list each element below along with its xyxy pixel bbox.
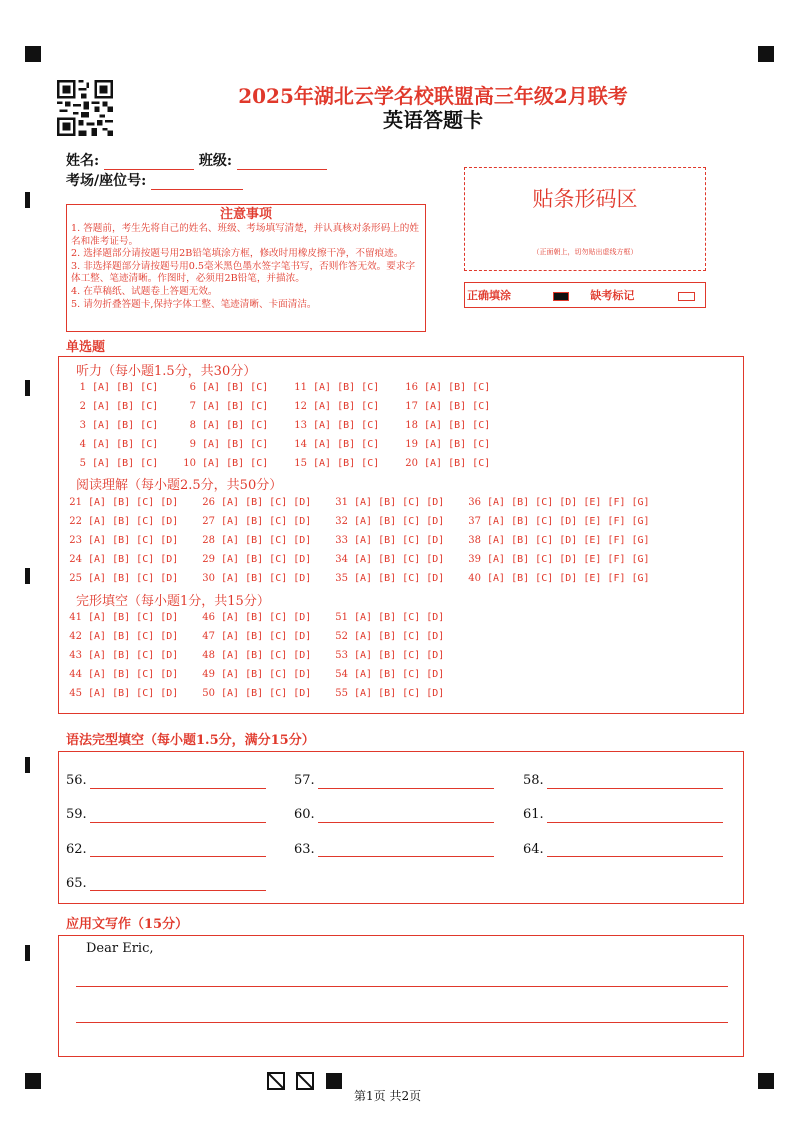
question-number: 38 bbox=[468, 535, 481, 546]
registration-mark bbox=[758, 1073, 774, 1089]
grammar-question-number: 59. bbox=[66, 807, 87, 822]
page-marker-box bbox=[267, 1072, 285, 1090]
mcq-question[interactable] bbox=[330, 554, 444, 565]
answer-options[interactable]: [A] [B] [C] [D] bbox=[82, 650, 179, 661]
question-number: 46 bbox=[202, 612, 215, 623]
answer-options[interactable]: [A] [B] [C] [D] bbox=[215, 535, 312, 546]
grammar-question-number: 56. bbox=[66, 773, 87, 788]
mcq-question[interactable] bbox=[64, 497, 178, 508]
question-number: 39 bbox=[468, 554, 481, 565]
mcq-question[interactable] bbox=[197, 612, 311, 623]
answer-options[interactable]: [A] [B] [C] bbox=[418, 439, 491, 450]
question-number: 36 bbox=[468, 497, 481, 508]
answer-options[interactable]: [A] [B] [C] [D] bbox=[215, 669, 312, 680]
answer-options[interactable]: [A] [B] [C] bbox=[86, 439, 159, 450]
grammar-question-number: 62. bbox=[66, 842, 87, 857]
name-row bbox=[66, 150, 327, 170]
question-number: 25 bbox=[69, 573, 82, 584]
mcq-question[interactable] bbox=[70, 458, 158, 469]
exam-title: 2025年湖北云学名校联盟高三年级2月联考 bbox=[238, 84, 628, 108]
mcq-question[interactable] bbox=[291, 458, 379, 469]
writing-line[interactable] bbox=[76, 986, 728, 987]
answer-options[interactable]: [A] [B] [C] [D] [E] [F] [G] bbox=[481, 535, 650, 546]
question-number: 1 bbox=[79, 382, 86, 393]
mcq-question[interactable] bbox=[291, 382, 379, 393]
answer-options[interactable]: [A] [B] [C] [D] bbox=[348, 554, 445, 565]
reading-title: 阅读理解（每小题2.5分，共50分） bbox=[76, 478, 283, 493]
question-number: 16 bbox=[405, 382, 418, 393]
mcq-question[interactable] bbox=[291, 401, 379, 412]
question-number: 29 bbox=[202, 554, 215, 565]
question-number: 12 bbox=[294, 401, 307, 412]
name-label: 姓名: bbox=[66, 153, 100, 169]
name-field[interactable] bbox=[104, 156, 194, 170]
mcq-question[interactable] bbox=[64, 554, 178, 565]
answer-options[interactable]: [A] [B] [C] [D] bbox=[82, 535, 179, 546]
notice-item: 2. 选择题部分请按题号用2B铅笔填涂方框，修改时用橡皮擦干净，不留痕迹。 bbox=[71, 248, 404, 260]
question-number: 17 bbox=[405, 401, 418, 412]
absent-label: 缺考标记 bbox=[590, 289, 635, 302]
answer-options[interactable]: [A] [B] [C] bbox=[307, 420, 380, 431]
mcq-question[interactable] bbox=[197, 573, 311, 584]
question-number: 48 bbox=[202, 650, 215, 661]
answer-options[interactable]: [A] [B] [C] bbox=[307, 401, 380, 412]
question-number: 32 bbox=[335, 516, 348, 527]
question-number: 43 bbox=[69, 650, 82, 661]
timing-mark bbox=[25, 757, 30, 773]
mcq-question[interactable] bbox=[70, 382, 158, 393]
mcq-question[interactable] bbox=[180, 401, 268, 412]
barcode-area[interactable] bbox=[464, 167, 706, 271]
barcode-hint: （正面朝上，切勿贴出虚线方框） bbox=[532, 248, 638, 256]
mcq-question[interactable] bbox=[64, 516, 178, 527]
grammar-question-number: 61. bbox=[523, 807, 544, 822]
answer-options[interactable]: [A] [B] [C] [D] bbox=[215, 554, 312, 565]
answer-options[interactable]: [A] [B] [C] [D] bbox=[348, 650, 445, 661]
grammar-answer-line[interactable] bbox=[547, 822, 723, 823]
answer-options[interactable]: [A] [B] [C] bbox=[307, 382, 380, 393]
mcq-question[interactable] bbox=[463, 497, 650, 508]
grammar-question-number: 57. bbox=[294, 773, 315, 788]
grammar-section-title: 语法完型填空（每小题1.5分，满分15分） bbox=[66, 733, 315, 748]
writing-salutation: Dear Eric, bbox=[86, 941, 154, 956]
page-marker-box bbox=[296, 1072, 314, 1090]
mcq-section-title: 单选题 bbox=[66, 340, 106, 355]
question-number: 22 bbox=[69, 516, 82, 527]
question-number: 49 bbox=[202, 669, 215, 680]
mcq-question[interactable] bbox=[180, 420, 268, 431]
mcq-question[interactable] bbox=[197, 516, 311, 527]
grammar-answer-line[interactable] bbox=[90, 788, 266, 789]
mcq-question[interactable] bbox=[70, 401, 158, 412]
question-number: 41 bbox=[69, 612, 82, 623]
answer-options[interactable]: [A] [B] [C] [D] bbox=[215, 573, 312, 584]
question-number: 40 bbox=[468, 573, 481, 584]
grammar-answer-line[interactable] bbox=[318, 822, 494, 823]
registration-mark bbox=[326, 1073, 342, 1089]
mcq-question[interactable] bbox=[330, 650, 444, 661]
answer-options[interactable]: [A] [B] [C] bbox=[418, 401, 491, 412]
question-number: 53 bbox=[335, 650, 348, 661]
mcq-question[interactable] bbox=[197, 497, 311, 508]
answer-options[interactable]: [A] [B] [C] [D] bbox=[215, 516, 312, 527]
question-number: 23 bbox=[69, 535, 82, 546]
mcq-question[interactable] bbox=[64, 612, 178, 623]
mcq-question[interactable] bbox=[330, 669, 444, 680]
question-number: 2 bbox=[79, 401, 86, 412]
question-number: 4 bbox=[79, 439, 86, 450]
seat-label: 考场/座位号: bbox=[66, 173, 147, 189]
answer-options[interactable]: [A] [B] [C] bbox=[418, 382, 491, 393]
answer-options[interactable]: [A] [B] [C] [D] bbox=[348, 535, 445, 546]
question-number: 44 bbox=[69, 669, 82, 680]
seat-row bbox=[66, 170, 243, 190]
mcq-question[interactable] bbox=[330, 497, 444, 508]
mcq-question[interactable] bbox=[64, 650, 178, 661]
mcq-question[interactable] bbox=[402, 401, 490, 412]
registration-mark bbox=[25, 1073, 41, 1089]
question-number: 54 bbox=[335, 669, 348, 680]
fill-legend bbox=[464, 282, 706, 308]
answer-options[interactable]: [A] [B] [C] [D] [E] [F] [G] bbox=[481, 497, 650, 508]
mcq-question[interactable] bbox=[180, 439, 268, 450]
answer-options[interactable]: [A] [B] [C] [D] bbox=[348, 631, 445, 642]
answer-options[interactable]: [A] [B] [C] bbox=[196, 439, 269, 450]
answer-options[interactable]: [A] [B] [C] [D] bbox=[82, 631, 179, 642]
mcq-question[interactable] bbox=[402, 420, 490, 431]
correct-fill-label: 正确填涂 bbox=[467, 289, 511, 302]
answer-options[interactable]: [A] [B] [C] [D] bbox=[215, 497, 312, 508]
mcq-question[interactable] bbox=[64, 573, 178, 584]
grammar-question-number: 64. bbox=[523, 842, 544, 857]
answer-options[interactable]: [A] [B] [C] [D] [E] [F] [G] bbox=[481, 554, 650, 565]
mcq-question[interactable] bbox=[330, 688, 444, 699]
answer-options[interactable]: [A] [B] [C] bbox=[86, 458, 159, 469]
registration-mark bbox=[758, 46, 774, 62]
answer-options[interactable]: [A] [B] [C] bbox=[86, 401, 159, 412]
absent-mark-box[interactable] bbox=[678, 292, 695, 301]
answer-options[interactable]: [A] [B] [C] [D] bbox=[215, 688, 312, 699]
mcq-question[interactable] bbox=[197, 688, 311, 699]
timing-mark bbox=[25, 568, 30, 584]
mcq-question[interactable] bbox=[64, 631, 178, 642]
answer-options[interactable]: [A] [B] [C] [D] bbox=[215, 650, 312, 661]
question-number: 26 bbox=[202, 497, 215, 508]
question-number: 9 bbox=[189, 439, 196, 450]
answer-options[interactable]: [A] [B] [C] [D] bbox=[215, 612, 312, 623]
question-number: 50 bbox=[202, 688, 215, 699]
grammar-answer-line[interactable] bbox=[90, 890, 266, 891]
grammar-answer-line[interactable] bbox=[318, 856, 494, 857]
answer-options[interactable]: [A] [B] [C] [D] bbox=[82, 612, 179, 623]
correct-fill-sample bbox=[553, 292, 569, 301]
question-number: 18 bbox=[405, 420, 418, 431]
answer-options[interactable]: [A] [B] [C] [D] bbox=[348, 612, 445, 623]
mcq-question[interactable] bbox=[291, 439, 379, 450]
question-number: 55 bbox=[335, 688, 348, 699]
mcq-question[interactable] bbox=[402, 439, 490, 450]
answer-options[interactable]: [A] [B] [C] bbox=[86, 382, 159, 393]
question-number: 28 bbox=[202, 535, 215, 546]
grammar-answer-line[interactable] bbox=[90, 822, 266, 823]
question-number: 14 bbox=[294, 439, 307, 450]
answer-options[interactable]: [A] [B] [C] [D] bbox=[82, 554, 179, 565]
mcq-question[interactable] bbox=[180, 458, 268, 469]
question-number: 7 bbox=[189, 401, 196, 412]
mcq-question[interactable] bbox=[330, 631, 444, 642]
listening-title: 听力（每小题1.5分，共30分） bbox=[76, 364, 257, 379]
question-number: 19 bbox=[405, 439, 418, 450]
mcq-question[interactable] bbox=[402, 458, 490, 469]
grammar-box bbox=[58, 751, 744, 904]
question-number: 52 bbox=[335, 631, 348, 642]
grammar-question-number: 63. bbox=[294, 842, 315, 857]
answer-options[interactable]: [A] [B] [C] bbox=[196, 420, 269, 431]
grammar-question-number: 65. bbox=[66, 876, 87, 891]
mcq-question[interactable] bbox=[330, 612, 444, 623]
question-number: 35 bbox=[335, 573, 348, 584]
mcq-question[interactable] bbox=[64, 669, 178, 680]
grammar-question-number: 60. bbox=[294, 807, 315, 822]
answer-options[interactable]: [A] [B] [C] bbox=[418, 458, 491, 469]
mcq-question[interactable] bbox=[402, 382, 490, 393]
mcq-question[interactable] bbox=[330, 516, 444, 527]
answer-options[interactable]: [A] [B] [C] [D] bbox=[82, 688, 179, 699]
notice-item: 4. 在草稿纸、试题卷上答题无效。 bbox=[71, 285, 218, 297]
answer-options[interactable]: [A] [B] [C] [D] bbox=[348, 573, 445, 584]
mcq-question[interactable] bbox=[197, 535, 311, 546]
answer-options[interactable]: [A] [B] [C] [D] bbox=[82, 573, 179, 584]
question-number: 31 bbox=[335, 497, 348, 508]
question-number: 33 bbox=[335, 535, 348, 546]
mcq-question[interactable] bbox=[463, 554, 650, 565]
answer-options[interactable]: [A] [B] [C] [D] bbox=[82, 516, 179, 527]
writing-section-title: 应用文写作（15分） bbox=[66, 917, 189, 932]
question-number: 15 bbox=[294, 458, 307, 469]
question-number: 34 bbox=[335, 554, 348, 565]
mcq-question[interactable] bbox=[180, 382, 268, 393]
answer-options[interactable]: [A] [B] [C] bbox=[418, 420, 491, 431]
answer-options[interactable]: [A] [B] [C] [D] [E] [F] [G] bbox=[481, 516, 650, 527]
question-number: 24 bbox=[69, 554, 82, 565]
timing-mark bbox=[25, 192, 30, 208]
timing-mark bbox=[25, 380, 30, 396]
mcq-question[interactable] bbox=[330, 573, 444, 584]
answer-options[interactable]: [A] [B] [C] bbox=[196, 382, 269, 393]
question-number: 5 bbox=[79, 458, 86, 469]
mcq-question[interactable] bbox=[64, 535, 178, 546]
question-number: 6 bbox=[189, 382, 196, 393]
question-number: 42 bbox=[69, 631, 82, 642]
notice-item: 1. 答题前，考生先将自己的姓名、班级、考场填写清楚，并认真核对条形码上的姓名和准考证号。 bbox=[71, 223, 419, 247]
writing-line[interactable] bbox=[76, 1022, 728, 1023]
registration-mark bbox=[25, 46, 41, 62]
seat-field[interactable] bbox=[151, 176, 243, 190]
question-number: 37 bbox=[468, 516, 481, 527]
mcq-question[interactable] bbox=[463, 516, 650, 527]
mcq-question[interactable] bbox=[291, 420, 379, 431]
answer-options[interactable]: [A] [B] [C] [D] bbox=[348, 516, 445, 527]
page-number: 第1页 共2页 bbox=[354, 1089, 422, 1103]
mcq-question[interactable] bbox=[197, 554, 311, 565]
question-number: 13 bbox=[294, 420, 307, 431]
mcq-question[interactable] bbox=[463, 535, 650, 546]
question-number: 51 bbox=[335, 612, 348, 623]
class-label: 班级: bbox=[198, 153, 233, 169]
answer-options[interactable]: [A] [B] [C] bbox=[196, 458, 269, 469]
answer-options[interactable]: [A] [B] [C] [D] bbox=[348, 669, 445, 680]
question-number: 27 bbox=[202, 516, 215, 527]
answer-options[interactable]: [A] [B] [C] bbox=[86, 420, 159, 431]
notice-title: 注意事项 bbox=[219, 207, 272, 222]
notice-item: 3. 非选择题部分请按题号用0.5毫米黑色墨水签字笔书写，否则作答无效。要求字体工整、笔迹清晰。作图时，必须用2B铅笔，并描浓。 bbox=[71, 260, 416, 285]
notice-box bbox=[66, 204, 426, 332]
mcq-question[interactable] bbox=[197, 669, 311, 680]
cloze-title: 完形填空（每小题1分，共15分） bbox=[76, 594, 270, 609]
question-number: 30 bbox=[202, 573, 215, 584]
mcq-question[interactable] bbox=[463, 573, 650, 584]
mcq-question[interactable] bbox=[197, 631, 311, 642]
question-number: 21 bbox=[69, 497, 82, 508]
timing-mark bbox=[25, 945, 30, 961]
answer-options[interactable]: [A] [B] [C] bbox=[196, 401, 269, 412]
writing-box bbox=[58, 935, 744, 1057]
question-number: 8 bbox=[189, 420, 196, 431]
answer-options[interactable]: [A] [B] [C] [D] bbox=[215, 631, 312, 642]
question-number: 3 bbox=[79, 420, 86, 431]
barcode-title: 贴条形码区 bbox=[532, 187, 638, 211]
mcq-question[interactable] bbox=[70, 439, 158, 450]
question-number: 11 bbox=[294, 382, 307, 393]
answer-options[interactable]: [A] [B] [C] bbox=[307, 458, 380, 469]
question-number: 20 bbox=[405, 458, 418, 469]
grammar-answer-line[interactable] bbox=[90, 856, 266, 857]
question-number: 47 bbox=[202, 631, 215, 642]
question-number: 45 bbox=[69, 688, 82, 699]
question-number: 10 bbox=[183, 458, 196, 469]
grammar-question-number: 58. bbox=[523, 773, 544, 788]
mcq-question[interactable] bbox=[64, 688, 178, 699]
answer-options[interactable]: [A] [B] [C] [D] bbox=[82, 497, 179, 508]
answer-options[interactable]: [A] [B] [C] [D] bbox=[348, 497, 445, 508]
answer-options[interactable]: [A] [B] [C] [D] [E] [F] [G] bbox=[481, 573, 650, 584]
answer-options[interactable]: [A] [B] [C] [D] bbox=[348, 688, 445, 699]
class-field[interactable] bbox=[237, 156, 327, 170]
grammar-answer-line[interactable] bbox=[318, 788, 494, 789]
mcq-question[interactable] bbox=[330, 535, 444, 546]
mcq-question[interactable] bbox=[70, 420, 158, 431]
notice-item: 5. 请勿折叠答题卡,保持字体工整、笔迹清晰、卡面清洁。 bbox=[71, 298, 317, 310]
answer-options[interactable]: [A] [B] [C] [D] bbox=[82, 669, 179, 680]
answer-options[interactable]: [A] [B] [C] bbox=[307, 439, 380, 450]
grammar-answer-line[interactable] bbox=[547, 856, 723, 857]
answer-sheet-title: 英语答题卡 bbox=[383, 108, 483, 132]
mcq-question[interactable] bbox=[197, 650, 311, 661]
grammar-answer-line[interactable] bbox=[547, 788, 723, 789]
